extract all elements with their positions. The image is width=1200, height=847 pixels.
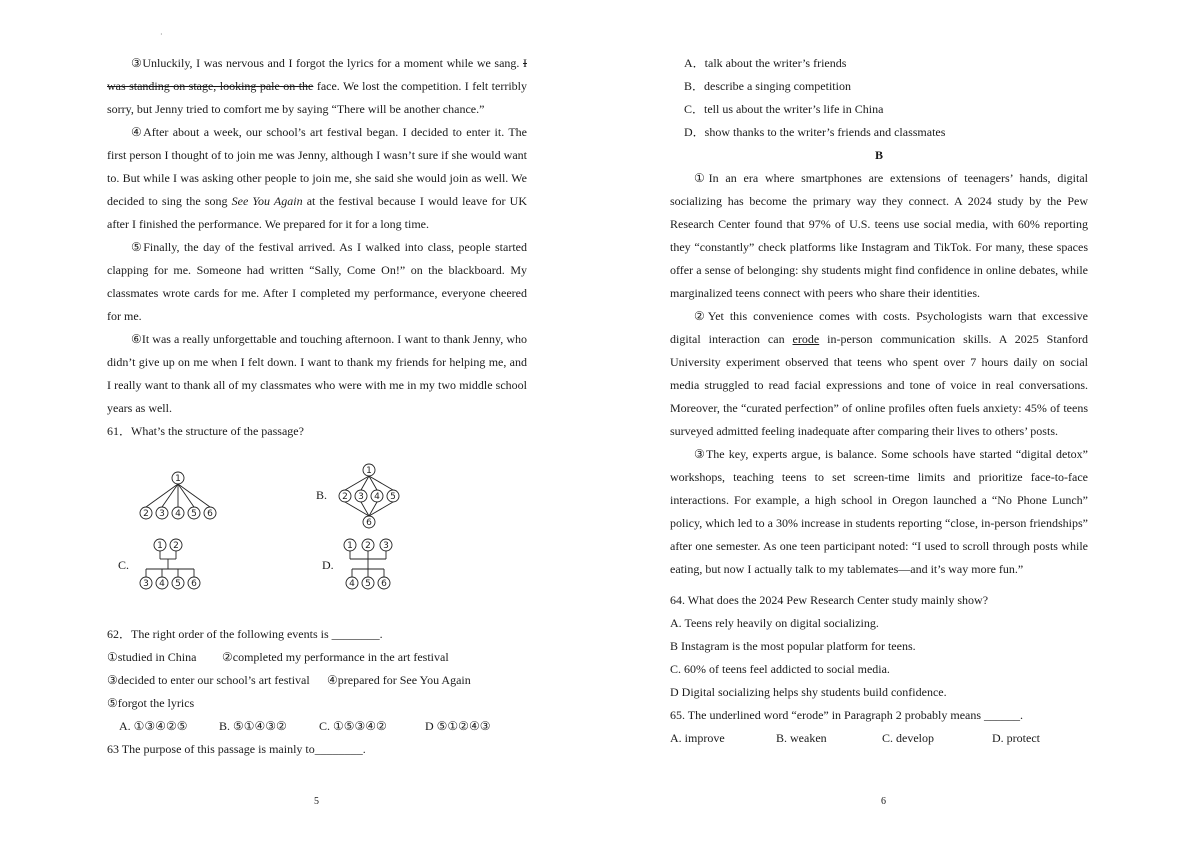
diagram-c (138, 537, 204, 597)
q64-option-d[interactable]: D Digital socializing helps shy students build confidence. (670, 685, 947, 699)
svg-text:6: 6 (191, 579, 197, 589)
svg-text:1: 1 (347, 541, 353, 551)
svg-text:4: 4 (159, 579, 165, 589)
q65-option-d[interactable]: D. protect (992, 731, 1040, 745)
svg-text:2: 2 (173, 541, 179, 551)
q63-option-d[interactable]: D．show thanks to the writer’s friends and classmates (684, 125, 946, 139)
q65-options (670, 727, 1088, 750)
underlined-word: erode (792, 332, 820, 346)
page-number-right: 6 (881, 796, 886, 807)
diagram-b (334, 462, 404, 534)
question-61: 61．What’s the structure of the passage? (107, 424, 304, 438)
paragraph-5: ⑤Finally, the day of the festival arrived. As I walked into class, people started clapping for me. Someone had written “Sally, Come On!” on the blackboard. My classmates wrote cards for me. After I completed my performance, everyone cheered for me. (107, 240, 527, 323)
questions-62-63: 62．The right order of the following events is ________. ①studied in China ②completed my performance in the art festival ③decided to enter our school’s art festival ④prepared for See You Again ⑤forgot the lyrics A. ①③④②⑤ B. ⑤①④③② C. ①⑤③④② D ⑤①②④③ 63 The purpose of this passage is mainly to________. (107, 623, 537, 761)
q65-option-c[interactable]: C. develop (882, 731, 934, 745)
option-c-label: C. (118, 558, 130, 572)
q62-option-b[interactable]: B. ⑤①④③② (219, 719, 287, 733)
option-b-label: B. (316, 488, 328, 502)
svg-text:2: 2 (365, 541, 371, 551)
diagram-a (138, 470, 224, 526)
question-63: 63 The purpose of this passage is mainly to________. (107, 742, 366, 756)
svg-text:3: 3 (143, 579, 149, 589)
q65-option-b[interactable]: B. weaken (776, 731, 827, 745)
svg-text:4: 4 (374, 492, 380, 502)
svg-text:4: 4 (175, 509, 181, 519)
diagram-a-svg (138, 470, 224, 522)
svg-text:3: 3 (383, 541, 389, 551)
svg-text:5: 5 (365, 579, 371, 589)
left-column (107, 52, 527, 443)
events-row-2: ③decided to enter our school’s art festival ④prepared for See You Again (107, 673, 471, 687)
q62-option-a[interactable]: A. ①③④②⑤ (119, 719, 188, 733)
svg-text:2: 2 (342, 492, 348, 502)
svg-text:2: 2 (143, 509, 149, 519)
diagram-d-svg (340, 537, 400, 593)
page-left: · ③Unluckily, I was nervous and I forgot the lyrics for a moment while we sang. I was standing on stage, looking pale on the face. We lost the competition. I felt terribly sorry, but Jenny tried to comfort me by saying “There will be another chance.” ④After about a week, our school’s art festival began. I decided to enter it. The first person I thought of to join me was Jenny, although I wasn’t sure if she would want to. But while I was asking other people to join me, she said she would join as well. We decided to sing the song See You Again at the festival because I would leave for UK after I finished the performance. We prepared for it for a long time. ⑤Finally, the day of the festival arrived. As I walked into class, people started clapping for me. Someone had written “Sally, Come On!” on the blackboard. My classmates wrote cards for me. After I completed my performance, everyone cheered for me. ⑥It was a really unforgettable and touching afternoon. I want to thank Jenny, who didn’t give up on me when I felt down. I want to thank my friends for helping me, and I really want to thank all of my classmates who were with me in my two middle school years as well. 61．What’s the structure of the passage? 1 2 3 4 5 6 B. 1 2 3 4 5 6 C. 1 2 3 4 5 6 D. 1 2 3 4 5 6 62．The right order of the following events is ________. ①studied in China ②completed my performance in the art festival ③decided to enter our school’s art festival ④prepared for See You Again ⑤forgot the lyrics A. ①③④②⑤ B. ⑤①④③② C. ①⑤③④② D ⑤①②④③ 63 The purpose of this passage is mainly to________. 5 (0, 0, 600, 847)
q62-option-c[interactable]: C. ①⑤③④② (319, 719, 387, 733)
paragraph-3: ③Unluckily, I was nervous and I forgot the lyrics for a moment while we sang. I was standing on stage, looking pale on the face. We lost the competition. I felt terribly sorry, but Jenny tried to comfort me by saying “There will be another chance.” (107, 56, 528, 116)
diagram-d (340, 537, 400, 597)
svg-text:5: 5 (175, 579, 181, 589)
q64-option-a[interactable]: A. Teens rely heavily on digital socializing. (670, 616, 879, 630)
question-65: 65. The underlined word “erode” in Paragraph 2 probably means ______. (670, 708, 1024, 722)
svg-text:5: 5 (390, 492, 396, 502)
passage-b-paragraph-1: ①In an era where smartphones are extensions of teenagers’ hands, digital socializing has become the primary way they connect. A 2024 study by the Pew Research Center found that 97% of U.S. teens use social media, with 60% reporting they “constantly” check platforms like Instagram and TikTok. For many, these spaces offer a sense of belonging: shy students might find confidence in online debates, while marginalized teens connect with peers who share their identities. (670, 171, 1088, 300)
svg-text:1: 1 (366, 466, 372, 476)
section-heading: B (874, 148, 883, 162)
passage-b-paragraph-3: ③The key, experts argue, is balance. Some schools have started “digital detox” workshops, teaching teens to set screen-time limits and prioritize face-to-face interactions. For example, a high school in Oregon launched a “No Phone Lunch” policy, which led to a 30% increase in students reporting “close, in-person friendships” after one semester. As one teen participant noted: “I used to scroll through posts while eating, but now I actually talk to my tablemates—and it’s way more fun.” (670, 447, 1088, 576)
paragraph-6: ⑥It was a really unforgettable and touching afternoon. I want to thank Jenny, who didn’t give up on me when I felt down. I want to thank my friends for helping me, and I really want to thank all of my classmates who were with me in my two middle school years as well. (107, 332, 527, 415)
struck-text: I was standing on stage, looking pale on the (107, 56, 527, 93)
q64-option-b[interactable]: B Instagram is the most popular platform for teens. (670, 639, 916, 653)
song-title: See You Again (231, 194, 303, 208)
svg-text:3: 3 (159, 509, 165, 519)
svg-text:5: 5 (191, 509, 197, 519)
svg-text:4: 4 (349, 579, 355, 589)
svg-text:3: 3 (358, 492, 364, 502)
events-row-1: ①studied in China ②completed my performance in the art festival (107, 650, 449, 664)
svg-text:1: 1 (157, 541, 163, 551)
question-64: 64. What does the 2024 Pew Research Center study mainly show? (670, 593, 989, 607)
q64-option-c[interactable]: C. 60% of teens feel addicted to social media. (670, 662, 890, 676)
q63-option-a[interactable]: A．talk about the writer’s friends (684, 56, 847, 70)
svg-text:6: 6 (366, 518, 372, 528)
page-right (600, 0, 1200, 847)
right-column (670, 52, 1088, 750)
paragraph-4: ④After about a week, our school’s art festival began. I decided to enter it. The first person I thought of to join me was Jenny, although I wasn’t sure if she would want to. But while I was asking other people to join me, she said she would join as well. We decided to sing the song See You Again at the festival because I would leave for UK after I finished the performance. We prepared for it for a long time. (107, 125, 528, 231)
svg-text:6: 6 (207, 509, 213, 519)
option-d-label: D. (322, 558, 334, 572)
q65-option-a[interactable]: A. improve (670, 731, 725, 745)
q62-option-d[interactable]: D ⑤①②④③ (425, 719, 491, 733)
page-number-left: 5 (314, 796, 319, 807)
question-62: 62．The right order of the following events is ________. (107, 627, 383, 641)
diagram-b-svg (334, 462, 404, 530)
q62-options (107, 715, 537, 738)
q63-option-b[interactable]: B．describe a singing competition (684, 79, 851, 93)
q63-option-c[interactable]: C．tell us about the writer’s life in China (684, 102, 884, 116)
diagram-c-svg (138, 537, 204, 593)
passage-b-paragraph-2: ②Yet this convenience comes with costs. Psychologists warn that excessive digital interaction can erode in-person communication skills. A 2025 Stanford University experiment observed that teens who spent over 7 hours daily on social media struggled to read facial expressions and tone of voice in real conversations. Moreover, the “curated perfection” of online profiles often fuels anxiety: 45% of teens surveyed admitted feeling inadequate after comparing their lives to others’ posts. (670, 309, 1089, 438)
svg-text:6: 6 (381, 579, 387, 589)
node-1: 1 (175, 474, 181, 484)
